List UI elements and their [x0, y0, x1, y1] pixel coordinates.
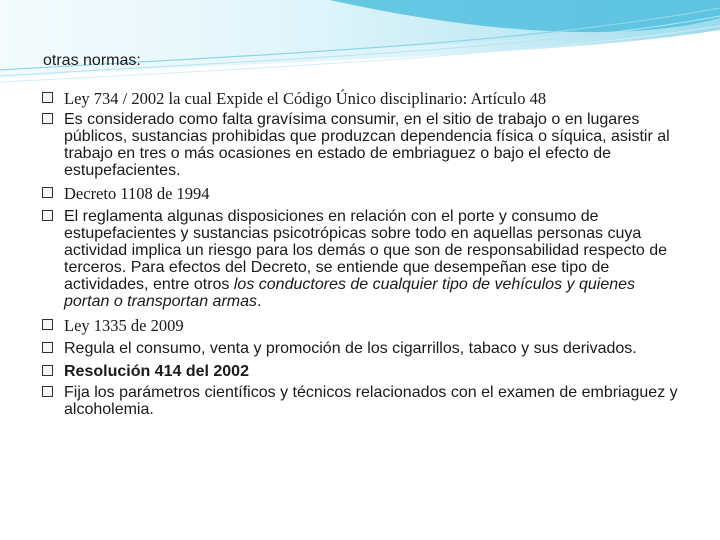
item-text: Regula el consumo, venta y promoción de los cigarrillos, tabaco y sus derivados.: [64, 340, 637, 357]
item-emphasis: los conductores de cualquier tipo de vehículos y quienes portan o transportan armas: [64, 276, 636, 310]
item-text: Ley 734 / 2002 la cual Expide el Código Único disciplinario: Artículo 48: [64, 89, 547, 108]
square-bullet-icon: [42, 92, 53, 103]
list-item: [42, 363, 682, 380]
header-wave-decoration: [0, 0, 720, 90]
list-item: [42, 317, 682, 334]
list-item: [42, 340, 682, 357]
norms-list: [42, 90, 682, 418]
item-text: Es considerado como falta gravísima consumir, en el sitio de trabajo o en lugares públicos, sustancias prohibidas que produzcan dependencia física o síquica, asistir al trabajo en tres o más ocasiones en estado de embriaguez o bajo el efecto de estupefacientes.: [64, 111, 670, 179]
list-item: [42, 90, 682, 107]
item-text: Resolución 414 del 2002: [64, 363, 249, 380]
item-text: Fija los parámetros científicos y técnicos relacionados con el examen de embriaguez y alcoholemia.: [64, 384, 678, 418]
item-text: Decreto 1108 de 1994: [64, 184, 210, 203]
square-bullet-icon: [42, 365, 53, 376]
square-bullet-icon: [42, 210, 53, 221]
list-item: [42, 185, 682, 202]
square-bullet-icon: [42, 187, 53, 198]
square-bullet-icon: [42, 342, 53, 353]
intro-text: otras normas:: [43, 52, 141, 69]
list-item: [42, 384, 682, 418]
list-item: [42, 208, 682, 310]
square-bullet-icon: [42, 319, 53, 330]
square-bullet-icon: [42, 386, 53, 397]
list-item: [42, 111, 682, 179]
item-text: Ley 1335 de 2009: [64, 316, 184, 335]
square-bullet-icon: [42, 113, 53, 124]
item-text: El reglamenta algunas disposiciones en relación con el porte y consumo de estupefacientes y sustancias psicotrópicas sobre todo en aquellas personas cuya actividad implica un riesgo para los demás o que son de responsabilidad respecto de terceros. Para efectos del Decreto, se entiende que desempeñan ese tipo de actividades, entre otros: [64, 208, 668, 293]
item-text-tail: .: [257, 293, 262, 310]
